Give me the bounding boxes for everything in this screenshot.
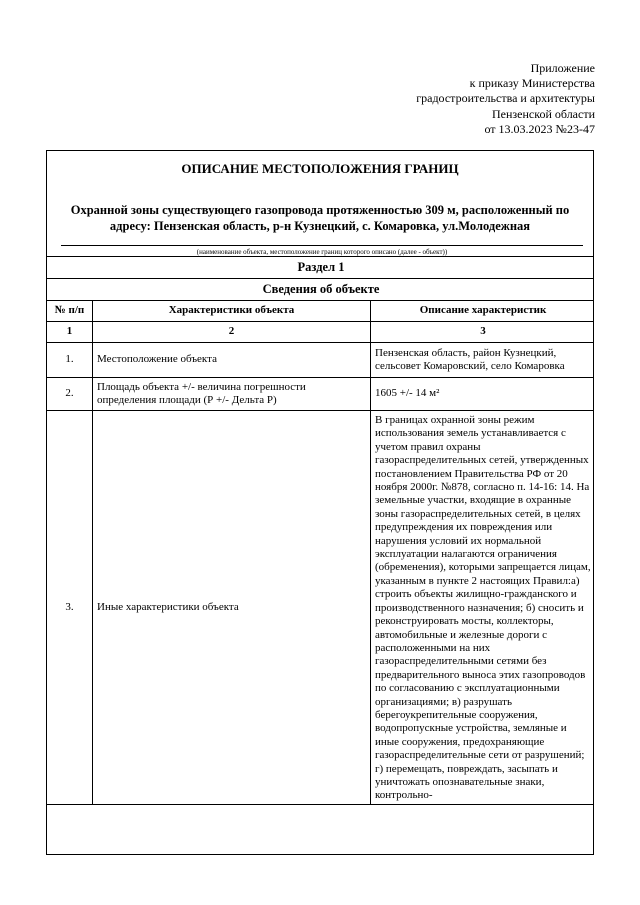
- table-row: [47, 343, 595, 378]
- appendix-line: от 13.03.2023 №23-47: [484, 121, 595, 136]
- row-number: 1.: [47, 343, 93, 378]
- appendix-note: [416, 61, 595, 137]
- column-number-3: 3: [371, 322, 595, 343]
- table-row: [47, 378, 595, 411]
- section-heading: Раздел 1: [47, 257, 595, 279]
- object-name-hint: (наименование объекта, местоположение границ которого описано (далее - объект)): [61, 245, 583, 258]
- row-characteristic: Площадь объекта +/- величина погрешности определения площади (Р +/- Дельта Р): [93, 378, 371, 411]
- row-characteristic: Местоположение объекта: [93, 343, 371, 378]
- column-number-2: 2: [93, 322, 371, 343]
- appendix-line: градостроительства и архитектуры: [416, 91, 595, 106]
- row-number: 3.: [47, 411, 93, 805]
- appendix-line: Приложение: [530, 61, 595, 75]
- row-characteristic: Иные характеристики объекта: [93, 411, 371, 805]
- object-info-table: [46, 256, 594, 805]
- header-number: № п/п: [47, 301, 93, 322]
- row-description: 1605 +/- 14 м²: [371, 378, 595, 411]
- row-description: Пензенская область, район Кузнецкий, сельсовет Комаровский, село Комаровка: [371, 343, 595, 378]
- column-number-1: 1: [47, 322, 93, 343]
- object-name: Охранной зоны существующего газопровода протяженностью 309 м, расположенный по адресу: Пензенская область, р-н Кузнецкий, с. Комаровка, ул.Молодежная: [70, 203, 570, 233]
- header-description: Описание характеристик: [371, 301, 595, 322]
- header-characteristic: Характеристики объекта: [93, 301, 371, 322]
- row-description: В границах охранной зоны режим использования земель устанавливается с учетом правил охраны газораспределительных сетей, утвержденных постановлением Правительства РФ от 20 ноября 2000г. №878, согласно п. 14-16: 14. На земельные участки, входящие в охранные зоны газораспределительных сетей, в целях предупреждения их повреждения или нарушения условий их нормальной эксплуатации налагаются ограничения (обременения), которыми запрещается лицам, указанным в пункте 2 настоящих Правил:а) строить объекты жилищно-гражданского и производственного назначения; б) сносить и реконструировать мосты, коллекторы, автомобильные и железные дороги с расположенными на них газораспределительными сетями без предварительного выноса этих газопроводов по согласованию с эксплуатационными организациями; в) разрушать берегоукрепительные сооружения, водопропускные устройства, земляные и иные сооружения, предохраняющие газораспределительные сети от разрушений; г) перемещать, повреждать, засыпать и уничтожать опознавательные знаки, контрольно-: [371, 411, 595, 805]
- appendix-line: Пензенской области: [492, 106, 595, 121]
- table-row: [47, 411, 595, 805]
- section-title: Сведения об объекте: [47, 279, 595, 301]
- appendix-line: к приказу Министерства: [469, 76, 595, 91]
- row-number: 2.: [47, 378, 93, 411]
- document-title: ОПИСАНИЕ МЕСТОПОЛОЖЕНИЯ ГРАНИЦ: [181, 161, 459, 176]
- document-frame: [46, 150, 594, 855]
